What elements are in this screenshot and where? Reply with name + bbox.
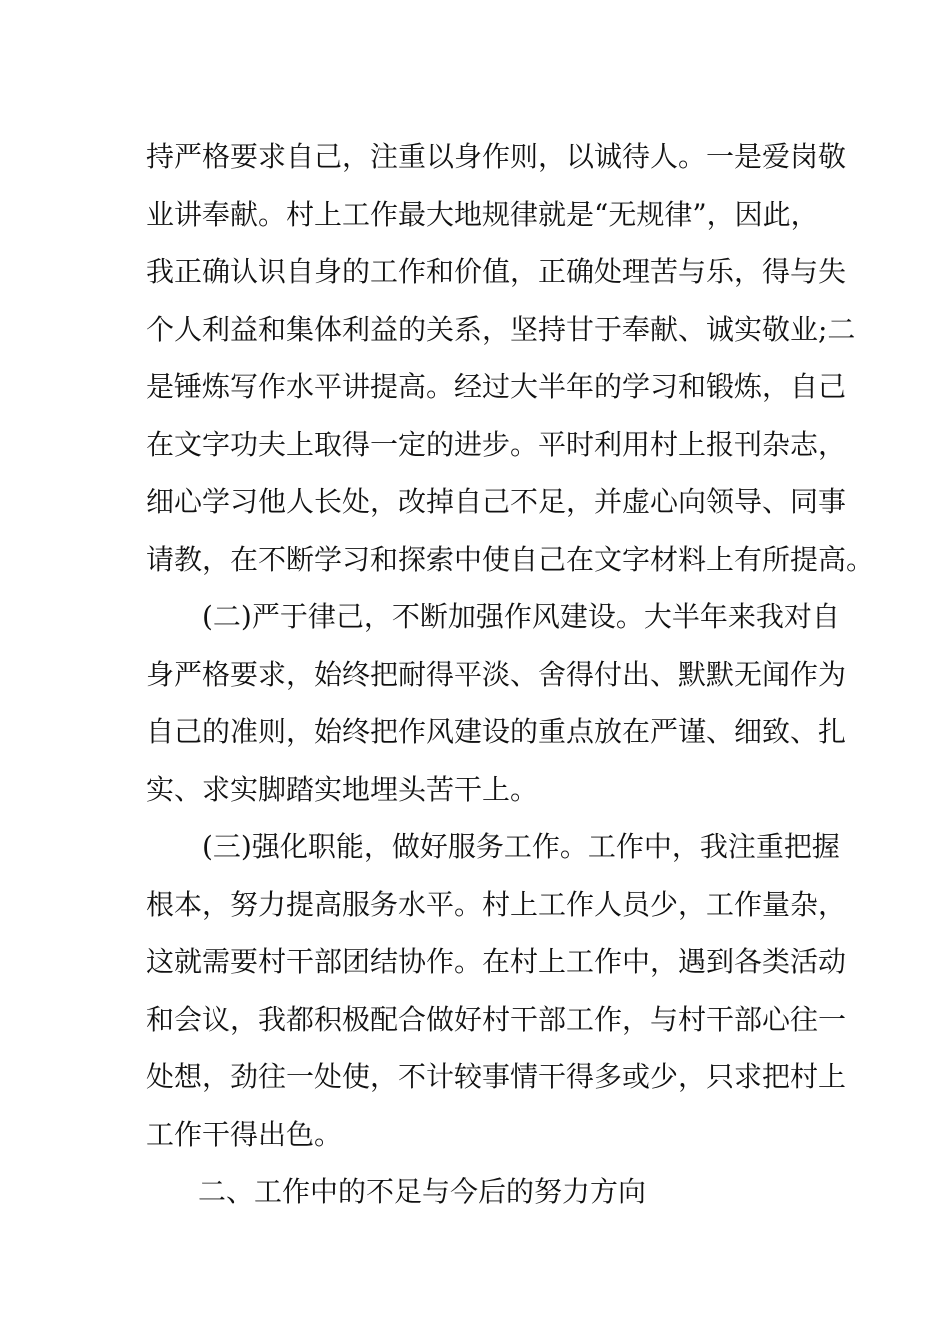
text-line: 我正确认识自身的工作和价值，正确处理苦与乐，得与失 (146, 255, 847, 288)
text-line: 在文字功夫上取得一定的进步。平时利用村上报刊杂志， (146, 427, 847, 461)
text-line: 根本，努力提高服务水平。村上工作人员少，工作量杂， (146, 887, 847, 921)
text-line: 细心学习他人长处，改掉自己不足，并虚心向领导、同事 (146, 485, 847, 518)
text-line: (二)严于律己，不断加强作风建设。大半年来我对自 (202, 600, 840, 633)
text-line: 个人利益和集体利益的关系，坚持甘于奉献、诚实敬业;二 (146, 312, 856, 346)
text-line: 实、求实脚踏实地埋头苦干上。 (146, 772, 539, 806)
text-line: 工作干得出色。 (146, 1117, 343, 1151)
text-line: 处想，劲往一处使，不计较事情干得多或少，只求把村上 (146, 1060, 847, 1093)
text-line: 这就需要村干部团结协作。在村上工作中，遇到各类活动 (146, 945, 847, 978)
text-line: 请教，在不断学习和探索中使自己在文字材料上有所提高。 (146, 542, 875, 576)
text-line: (三)强化职能，做好服务工作。工作中，我注重把握 (202, 830, 840, 863)
text-line: 是锤炼写作水平讲提高。经过大半年的学习和锻炼，自己 (146, 370, 847, 403)
section-heading: 二、工作中的不足与今后的努力方向 (198, 1175, 647, 1208)
text-line: 和会议，我都积极配合做好村干部工作，与村干部心往一 (146, 1002, 847, 1036)
text-line: 自己的准则，始终把作风建设的重点放在严谨、细致、扎 (146, 715, 847, 748)
text-line: 持严格要求自己，注重以身作则，以诚待人。一是爱岗敬 (146, 140, 847, 173)
text-line: 身严格要求，始终把耐得平淡、舍得付出、默默无闻作为 (146, 657, 847, 691)
text-line: 业讲奉献。村上工作最大地规律就是“无规律”，因此， (146, 197, 819, 231)
document-body (146, 128, 875, 1221)
